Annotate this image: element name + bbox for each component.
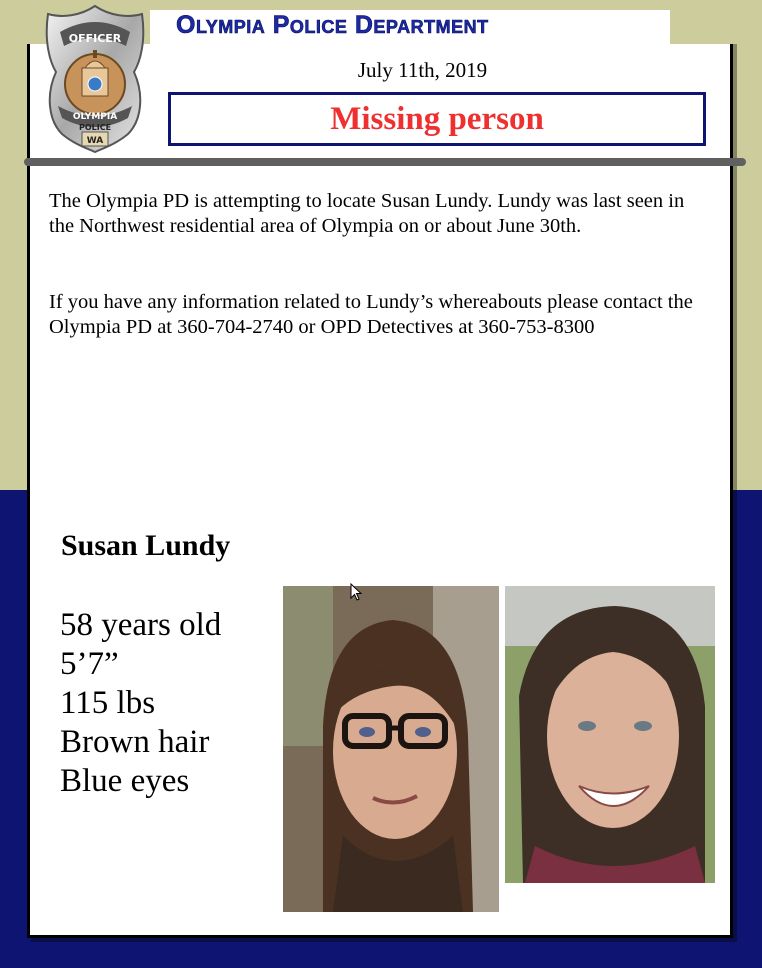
- bulletin-date: July 11th, 2019: [357, 58, 488, 82]
- person-hair: Brown hair: [60, 724, 210, 760]
- badge-city-text: OLYMPIA: [72, 112, 118, 122]
- person-height: 5’7”: [60, 646, 119, 682]
- person-weight: 115 lbs: [60, 685, 156, 721]
- police-badge-icon: [40, 2, 150, 154]
- contact-paragraph: If you have any information related to Lundy’s whereabouts please contact the Olympia PD at 360-704-2740 or OPD Detectives at 360-753-8300: [49, 291, 693, 338]
- missing-person-banner: [168, 92, 706, 146]
- badge-officer-text: OFFICER: [68, 32, 122, 45]
- person-details: [60, 606, 221, 801]
- missing-person-title: Missing person: [330, 100, 544, 137]
- header-divider: [24, 158, 746, 166]
- badge-agency-text: POLICE: [78, 123, 112, 132]
- person-name: Susan Lundy: [61, 529, 231, 562]
- mouse-cursor-icon: [350, 583, 364, 601]
- person-photo-1: [283, 586, 499, 912]
- badge-state-text: WA: [86, 136, 104, 146]
- person-photo-2: [505, 586, 715, 883]
- description-paragraph: The Olympia PD is attempting to locate Susan Lundy. Lundy was last seen in the Northwest residential area of Olympia on or about June 30th.: [49, 190, 685, 237]
- department-title: Olympia Police Department: [176, 11, 489, 39]
- person-eyes: Blue eyes: [60, 763, 190, 799]
- person-age: 58 years old: [60, 607, 222, 643]
